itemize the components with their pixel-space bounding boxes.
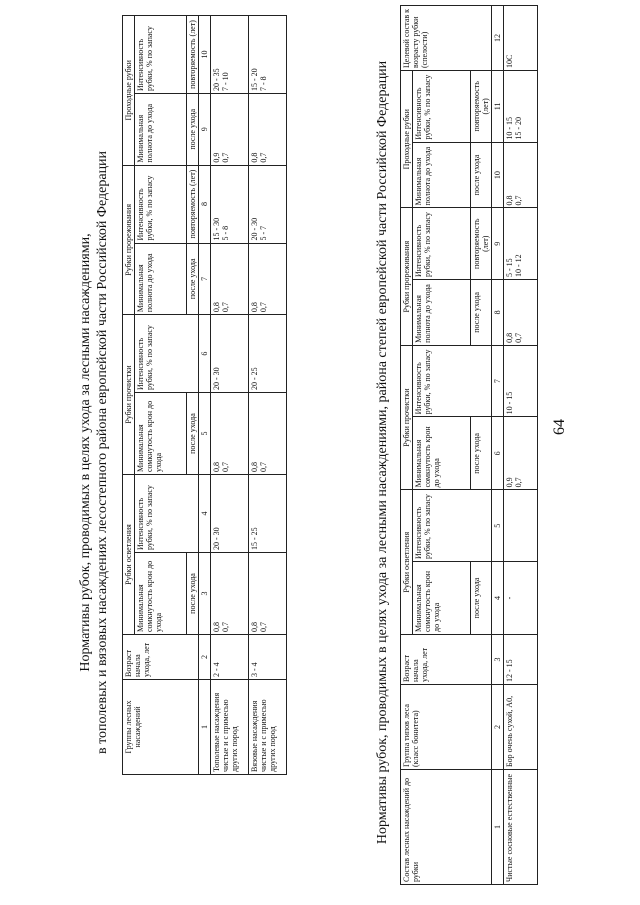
t1-cell-group: Тополевые насаждения чистые и с примесью других пород (211, 680, 249, 775)
t1-cell: 0,8 0,7 (249, 552, 287, 634)
t1-h-after-3: после ухода (187, 243, 199, 315)
t1-h-min-somk-2: Минимальная сомкнутость крон до ухода (135, 393, 187, 475)
t1-cell: 20 - 30 (211, 315, 249, 393)
t2-num: 7 (492, 345, 504, 417)
t1-num: 6 (199, 315, 211, 393)
t1-h-group: Группы лесных насаждений (123, 680, 199, 775)
t1-cell: 0,8 0,7 (211, 393, 249, 475)
table2 (400, 5, 538, 885)
t2-h-tip: Группа типов леса (класс бонитета) (401, 685, 492, 770)
t2-h-sostav: Состав лесных насаждений до рубки (401, 770, 492, 885)
t1-h-after-1: после ухода (187, 552, 199, 634)
t1-h-min-poln-2: Минимальная полнота до ухода (135, 94, 187, 166)
t2-num: 5 (492, 490, 504, 562)
t2-h-after-1: после ухода (471, 561, 492, 634)
t1-cell: 0,8 0,7 (211, 552, 249, 634)
t1-h-intens-3: Интенсивность рубки, % по запасу (135, 165, 187, 243)
t1-cell: 20 - 25 (249, 315, 287, 393)
t1-cell-age: 2 - 4 (211, 635, 249, 680)
t2-h-osv: Рубки осветления (401, 490, 413, 635)
t1-cell-age: 3 - 4 (249, 635, 287, 680)
t1-h-prohod: Проходные рубки (123, 16, 135, 166)
t2-cell: - (504, 561, 538, 634)
t2-h-min-poln-2: Минимальная полнота до ухода (413, 142, 471, 208)
t1-h-intens-2: Интенсивность рубки, % по запасу (135, 315, 199, 393)
t2-h-min-poln-1: Минимальная полнота до ухода (413, 280, 471, 346)
t1-cell: 0,9 0,7 (211, 94, 249, 166)
t1-cell: 0,8 0,7 (249, 94, 287, 166)
t1-h-povtor-1: повторяемость (лет) (187, 165, 199, 243)
t1-h-povtor-2: повторяемость (лет) (187, 16, 199, 94)
t1-h-min-somk-1: Минимальная сомкнутость крон до ухода (135, 552, 187, 634)
t1-cell-group: Вязовые насаждения чистые и с примесью других пород (249, 680, 287, 775)
t1-num: 7 (199, 243, 211, 315)
t2-cell: 5 - 15 10 - 12 (504, 208, 538, 280)
table1-title-line1: Нормативы рубок, проводимых в целях ухода за лесными насаждениями, (78, 233, 93, 672)
t2-num: 1 (492, 770, 504, 885)
t1-h-prorezh: Рубки прореживания (123, 165, 135, 315)
t2-num: 9 (492, 208, 504, 280)
t2-num: 4 (492, 561, 504, 634)
t2-h-prorezh: Рубки прореживания (401, 208, 413, 345)
t1-num: 5 (199, 393, 211, 475)
table2-title: Нормативы рубок, проводимых в целях ухода за лесными насаждениями, района степей европейской части Российской Федерации (375, 60, 390, 845)
t1-cell: 20 - 35 7 - 10 (211, 16, 249, 94)
t1-h-min-poln-1: Минимальная полнота до ухода (135, 243, 187, 315)
t2-h-intens-1: Интенсивность рубки, % по запасу (413, 490, 492, 562)
t2-h-after-2: после ухода (471, 417, 492, 490)
t2-h-intens-2: Интенсивность рубки, % по запасу (413, 345, 492, 417)
t2-h-proch: Рубки прочистки (401, 345, 413, 490)
t2-num: 3 (492, 635, 504, 685)
t1-h-intens-4: Интенсивность рубки, % по запасу (135, 16, 187, 94)
t1-cell: 0,8 0,7 (249, 393, 287, 475)
t1-h-intens-1: Интенсивность рубки, % по запасу (135, 475, 199, 553)
t2-h-age: Возраст начала ухода, лет (401, 635, 492, 685)
t1-num: 4 (199, 475, 211, 553)
t1-num: 10 (199, 16, 211, 94)
table-row (249, 16, 287, 775)
t1-h-osv: Рубки осветления (123, 475, 135, 635)
t2-cell-age: 12 - 15 (504, 635, 538, 685)
t2-cell (504, 490, 538, 562)
t2-num: 10 (492, 142, 504, 208)
table1 (122, 15, 287, 775)
t1-cell: 20 - 30 (211, 475, 249, 553)
t1-cell: 0,8 0,7 (211, 243, 249, 315)
table1-title-line2: в тополевых и вязовых насаждениях лесостепного района европейской части Российской Федерации (95, 150, 110, 755)
t1-h-after-2: после ухода (187, 393, 199, 475)
t2-h-povtor-1: повторяемость (лет) (471, 208, 492, 280)
t2-num: 11 (492, 71, 504, 143)
table-row (504, 6, 538, 885)
t1-cell: 15 - 20 7 - 8 (249, 16, 287, 94)
t1-h-age: Возраст начала ухода, лет (123, 635, 199, 680)
t1-cell: 15 - 30 5 - 8 (211, 165, 249, 243)
t1-cell: 0,8 0,7 (249, 243, 287, 315)
t2-num: 12 (492, 6, 504, 71)
t2-cell: 10 - 15 15 - 20 (504, 71, 538, 143)
t2-cell-sostav: Чистые сосновые естественные (504, 770, 538, 885)
t1-h-proch: Рубки прочистки (123, 315, 135, 475)
t1-num: 3 (199, 552, 211, 634)
t2-h-intens-3: Интенсивность рубки, % по запасу (413, 208, 471, 280)
t2-cell: 0,8 0,7 (504, 142, 538, 208)
t2-cell: 10 - 15 (504, 345, 538, 417)
t2-h-povtor-2: повторяемость (лет) (471, 71, 492, 143)
t1-num: 9 (199, 94, 211, 166)
t2-num: 8 (492, 280, 504, 346)
t1-num: 8 (199, 165, 211, 243)
t2-h-intens-4: Интенсивность рубки, % по запасу (413, 71, 471, 143)
t2-h-min-somk-2: Минимальная сомкнутость крон до ухода (413, 417, 471, 490)
t2-cell-tip: Бор очень сухой, А0, (504, 685, 538, 770)
t2-cell: 0,9 0,7 (504, 417, 538, 490)
t2-num: 2 (492, 685, 504, 770)
t2-h-prohod: Проходные рубки (401, 71, 413, 208)
t2-h-celevoy: Целевой состав к возрасту рубки (спелости) (401, 6, 492, 71)
table-row (211, 16, 249, 775)
t2-h-after-3: после ухода (471, 280, 492, 346)
t2-num: 6 (492, 417, 504, 490)
t2-h-min-somk-1: Минимальная сомкнутость крон до ухода (413, 561, 471, 634)
t1-h-after-4: после ухода (187, 94, 199, 166)
t1-cell: 15 - 25 (249, 475, 287, 553)
page-number: 64 (551, 419, 568, 435)
t2-cell: 10С (504, 6, 538, 71)
t1-num: 1 (199, 680, 211, 775)
t1-cell: 20 - 30 5 - 7 (249, 165, 287, 243)
t2-cell: 0,8 0,7 (504, 280, 538, 346)
t1-num: 2 (199, 635, 211, 680)
t2-h-after-4: после ухода (471, 142, 492, 208)
